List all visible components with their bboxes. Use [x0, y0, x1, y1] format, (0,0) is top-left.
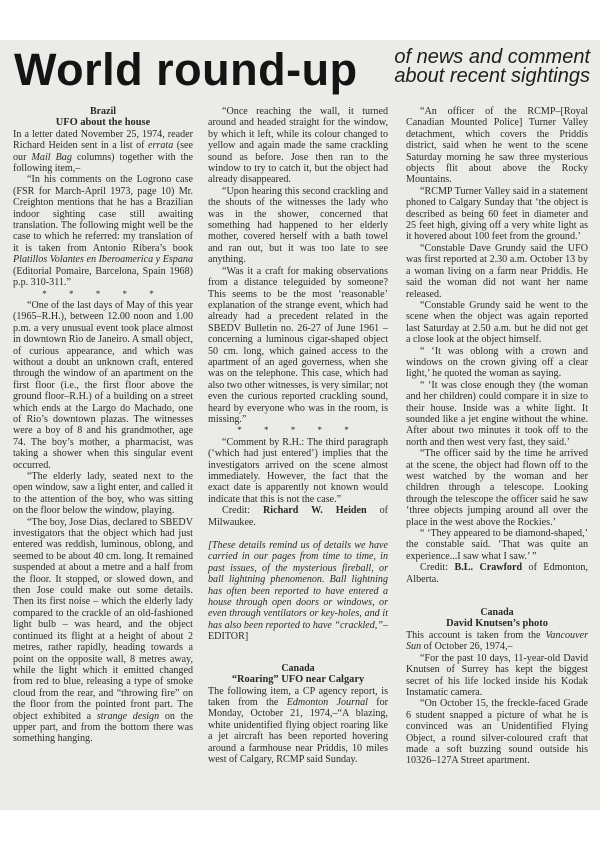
- paragraph: “ ‘It was oblong with a crown and windows on the crown giving off a clear light,’ he quoted the woman as saying.: [406, 345, 588, 380]
- paragraph: In a letter dated November 25, 1974, reader Richard Heiden sent in a list of errata (see our Mail Bag columns) together with the following item,–: [13, 128, 193, 175]
- paragraph: “The boy, Jose Dias, declared to SBEDV investigators that the object which had just entered was reddish, luminous, oblong, and seemed to be about 40 cm. long. It remained suspended at about a metre and a half from the floor. It stopped, or slowed down, and then Jose could make out some details. Then its first noise – which the elderly lady compared to the crackle of an old-fashioned light bulb – was heard, and the object continued its flight at a height of about 2 metres, rather rapidly, heading towards a point on the opposite wall, 8 metres away, while the light which it emitted changed from red to blue, releasing a type of smoke cloud from the rear, and “throwing fire” on the floor from the pointed front part. The object exhibited a strange design on the upper part, and from the bottom there was something hanging.: [13, 516, 193, 745]
- credit-line: Credit: B.L. Crawford of Edmonton, Alberta.: [406, 562, 588, 585]
- paragraph: “Comment by R.H.: The third paragraph (‘which had just entered’) implies that the investigators arrived on the scene almost immediately. However, the fact that the exact date is apparently not known would indicate that this is not the case.”: [208, 436, 388, 505]
- article-brazil-headline: UFO about the house: [55, 117, 151, 129]
- page-subtitle: [394, 48, 590, 86]
- paragraph: “RCMP Turner Valley said in a statement phoned to Calgary Sunday that ‘the object is described as being 60 feet in diameter and 25 feet high, giving off a very white light as it hovered about 100 feet from the ground.’: [406, 185, 588, 243]
- subtitle-line-2: about recent sightings: [394, 65, 590, 87]
- article-knutsen-headline: David Knutsen’s photo: [446, 618, 548, 630]
- paragraph: “For the past 10 days, 11-year-old David Knutsen of Surrey has kept the biggest secret of his life locked inside his Kodak Instamatic camera.: [406, 652, 588, 698]
- masthead: [14, 44, 590, 98]
- paragraph: The following item, a CP agency report, is taken from the Edmonton Journal for Monday, October 21, 1974,–“A blazing, white unidentified flying object roaring like a jet aircraft has been reported hovering around a farmhouse near Priddis, 10 miles west of Calgary, RCMP said Sunday.: [208, 685, 388, 765]
- paragraph: “The officer said by the time he arrived at the scene, the object had flown off to the west watched by the woman and her children through a telescope. Looking through the telescope the officer said he saw ‘three objects jumping around all over the place in the west above the Rockies.’: [406, 448, 588, 528]
- page-title: World round-up: [14, 44, 358, 95]
- article-brazil-kicker: Brazil: [89, 106, 117, 117]
- paragraph: “One of the last days of May of this year (1965–R.H.), between 12.00 noon and 1.00 p.m. a very unusual event took place almost in downtown Rio de Janeiro. A small object, of curious appearance, and which was without a doubt an unknown craft, entered through the window of an apartment on the first floor (i.e., the first floor above the ground floor–R.H.) of a building on a street which ends at the Largo do Machado, one of Rio’s downtown plazas. The witnesses were a boy of 8 and his grandmother, age 74. The boy’s mother, a pharmacist, was taking a shower when this singular event occurred.: [13, 299, 193, 471]
- article-calgary-headline: “Roaring” UFO near Calgary: [231, 674, 365, 686]
- magazine-page: [0, 40, 600, 810]
- editor-note: [These details remind us of details we have carried in our pages from time to time, in past issues, of the mysterious fireball, or ball lightning phenomenon. Ball lightning has often been reported to have entered a house through open doors or windows, or even through ventilators or key-holes, and it has also been reported to have “crackled,”–EDITOR]: [208, 540, 388, 643]
- paragraph: “On October 15, the freckle-faced Grade 6 student snapped a picture of what he is convinced was an Unidentified Flying Object, a round silver-coloured craft that made a soft buzzing sound outside his 10326–127A Street apartment.: [406, 698, 588, 767]
- paragraph: “ ‘They appeared to be diamond-shaped,’ the constable said. ‘That was quite an experience...I saw what I saw.’ ”: [406, 528, 588, 562]
- column-1: [13, 106, 193, 745]
- column-2: [208, 106, 388, 765]
- paragraph: This account is taken from the Vancouver Sun of October 26, 1974,–: [406, 629, 588, 653]
- paragraph: “An officer of the RCMP–[Royal Canadian Mounted Police] Turner Valley detachment, which covers the Priddis district, said when he went to the scene Saturday morning he saw three mysterious objects flit about above the Rocky Mountains.: [406, 106, 588, 186]
- article-knutsen-kicker: Canada: [480, 607, 514, 619]
- section-divider-stars: * * * * *: [237, 425, 359, 436]
- credit-line: Credit: Richard W. Heiden of Milwaukee.: [208, 505, 388, 528]
- section-divider-stars: * * * * *: [42, 288, 164, 299]
- paragraph: “Was it a craft for making observations from a distance teleguided by someone? This seems to be the most ‘reasonable’ explanation of the strange event, which had already had a precedent related in the SBEDV Bulletin no. 26-27 of June 1961 – concerning a luminous cigar-shaped object 50 cm. long, which gained access to the apartment of an aged governess, when she was on the telephone. This case, which had also two other witnesses, is very similar; not even the curious reported crackling sound, heard by everyone who was in the room, is missing.”: [208, 265, 388, 425]
- paragraph: “Constable Grundy said he went to the scene when the object was again reported last Saturday at 2.50 a.m. but he did not get a close look at the object himself.: [406, 299, 588, 346]
- subtitle-line-1: of news and comment: [394, 46, 590, 68]
- paragraph: “In his comments on the Logrono case (FSR for March-April 1973, page 10) Mr. Creighton mentions that he has a Brazilian indoor sighting case still awaiting translation. The following might well be the case to which he referred: my translation of it is taken from Antonio Ribera’s book Platillos Volantes en Iberoamerica y Espana (Editorial Pomaire, Barcelona, Spain 1968) p.p. 310-311.”: [13, 174, 193, 289]
- paragraph: “Once reaching the wall, it turned around and headed straight for the window, by which it left, while its colour changed to yellow and again made the same crackling sound as before. Jose then ran to the window to try to catch it, but the object had already disappeared.: [208, 106, 388, 186]
- paragraph: “The elderly lady, seated next to the open window, saw a light enter, and called it to the attention of the boy, who was sitting on the floor below the window, playing.: [13, 471, 193, 517]
- paragraph: “ ‘It was close enough they (the woman and her children) could compare it in size to their house. Inside was a white light. It sounded like a jet engine without the whine. After about two minutes it took off to the north and then west very fast, they said.’: [406, 379, 588, 448]
- paragraph: “Upon hearing this second crackling and the shouts of the witnesses the lady who was in the shower, concerned that something had happened to her elderly mother, covered herself with a bath towel and ran out, but it was too late to see anything.: [208, 185, 388, 266]
- column-3: [406, 106, 588, 767]
- paragraph: “Constable Dave Grundy said the UFO was first reported at 2.30 a.m. October 13 by a woman living on a farm near Priddis. He said the woman did not want her name released.: [406, 242, 588, 300]
- article-calgary-kicker: Canada: [281, 662, 315, 674]
